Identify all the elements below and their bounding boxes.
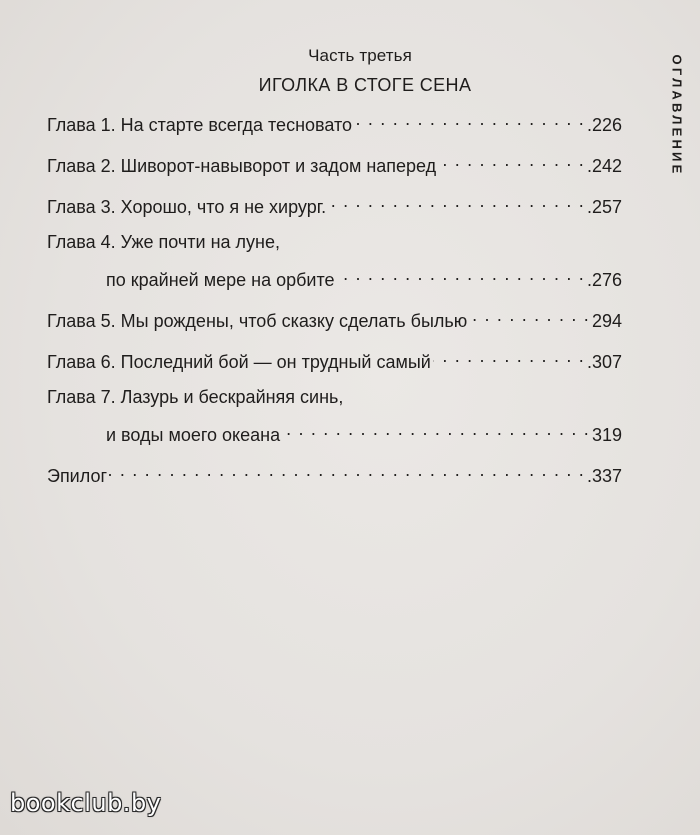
toc-entry-title: Глава 6. Последний бой — он трудный самый bbox=[47, 352, 431, 372]
toc-page-number: .337 bbox=[586, 466, 622, 486]
toc-entry-chapter-3 bbox=[47, 190, 622, 219]
toc-leader-dots bbox=[469, 304, 590, 327]
toc-entry-chapter-7 bbox=[47, 386, 622, 447]
toc-entry-chapter-6 bbox=[47, 345, 622, 374]
toc-entry-chapter-1 bbox=[47, 108, 622, 137]
toc-leader-dots bbox=[282, 418, 590, 441]
toc-entry-title: Глава 7. Лазурь и бескрайняя синь, bbox=[47, 387, 344, 407]
toc-leader-dots bbox=[433, 345, 585, 368]
toc-entry-title-continued: и воды моего океана bbox=[106, 425, 281, 445]
toc-leader-dots bbox=[109, 459, 585, 482]
part-label: Часть третья bbox=[308, 46, 412, 65]
site-watermark: bookclub.by bbox=[10, 789, 162, 817]
toc-page-number: .242 bbox=[586, 156, 622, 176]
toc-leader-dots bbox=[337, 263, 585, 286]
toc-entry-chapter-2 bbox=[47, 149, 622, 178]
toc-page-number: 319 bbox=[591, 425, 622, 445]
toc-page-number: .226 bbox=[586, 115, 622, 135]
toc-entry-title: Глава 2. Шиворот-навыворот и задом наперед bbox=[47, 156, 437, 176]
toc-entry-chapter-5 bbox=[47, 304, 622, 333]
section-side-label bbox=[666, 45, 688, 185]
toc-entry-title: Глава 1. На старте всегда тесновато bbox=[47, 115, 353, 135]
toc-page-number: 294 bbox=[591, 311, 622, 331]
part-title: ИГОЛКА В СТОГЕ СЕНА bbox=[258, 75, 472, 95]
toc-leader-dots bbox=[354, 108, 585, 131]
toc-page-number: .276 bbox=[586, 270, 622, 290]
toc-entry-title: Эпилог bbox=[47, 466, 108, 486]
toc-entry-title: Глава 4. Уже почти на луне, bbox=[47, 232, 280, 252]
toc-leader-dots bbox=[438, 149, 585, 172]
toc-leader-dots bbox=[328, 190, 585, 213]
toc-page-number: .257 bbox=[586, 197, 622, 217]
section-side-label-text: ОГЛАВЛЕНИЕ bbox=[669, 54, 685, 176]
toc-entry-title-continued: по крайней мере на орбите bbox=[106, 270, 335, 290]
toc-entry-chapter-4 bbox=[47, 231, 622, 292]
toc-entry-title: Глава 5. Мы рождены, чтоб сказку сделать былью bbox=[47, 311, 468, 331]
toc-entry-title: Глава 3. Хорошо, что я не хирург. bbox=[47, 197, 327, 217]
toc-entry-epilogue bbox=[47, 459, 622, 488]
toc-page-number: .307 bbox=[586, 352, 622, 372]
table-of-contents bbox=[47, 108, 622, 500]
